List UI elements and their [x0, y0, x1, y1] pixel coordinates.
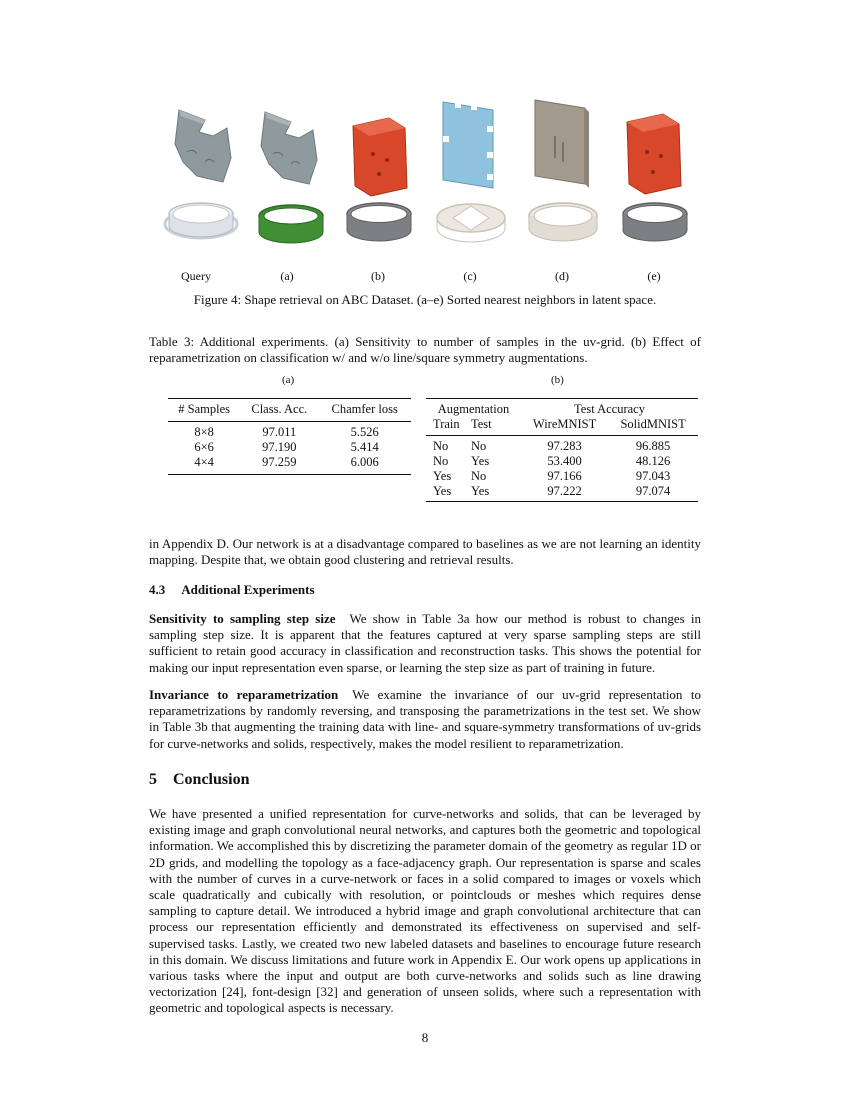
table-a-header: Chamfer loss	[318, 399, 411, 422]
figure-b-column	[343, 96, 433, 266]
table-b-header: Test	[471, 417, 521, 436]
table-a-header: Class. Acc.	[240, 399, 318, 422]
table-cell: 97.190	[262, 440, 297, 454]
table-cell: 53.400	[547, 454, 582, 468]
table-b-group-header: Augmentation	[437, 402, 510, 416]
table-b-header: WireMNIST	[521, 417, 608, 436]
table-cell: No	[433, 454, 449, 468]
figure-label-b: (b)	[371, 269, 385, 283]
figure-e-column	[619, 96, 709, 266]
table-cell: 48.126	[635, 454, 671, 468]
table-b-group-header: Test Accuracy	[574, 402, 645, 416]
sensitivity-paragraph	[149, 611, 701, 676]
figure-query-column	[157, 96, 247, 266]
table-cell: 5.526	[350, 425, 379, 439]
table-b-header: Train	[426, 417, 471, 436]
table-cell: Yes	[433, 469, 452, 483]
table-cell: 96.885	[635, 439, 671, 453]
figure-labels	[149, 269, 701, 285]
table-cell: Yes	[433, 484, 452, 498]
table-row	[426, 469, 698, 484]
query-part-image	[157, 96, 247, 266]
neighbor-c-image	[435, 96, 525, 266]
figure-label-d: (d)	[555, 269, 569, 283]
table-cell: 5.414	[350, 440, 379, 454]
table-cell: 4×4	[194, 455, 214, 469]
figure-d-column	[527, 96, 617, 266]
neighbor-d-image	[527, 96, 617, 266]
section-5-heading	[149, 771, 249, 789]
invariance-paragraph	[149, 687, 701, 752]
section-4-3-heading	[149, 582, 315, 598]
paragraph-body: We examine the invariance of our uv-grid representation to reparametrizations by randomly reversing, and transposing the parametrizations in the test set. We show in Table 3b that augmenting the training data with line- and square-symmetry transformations of uv-grids for curve-networks and solids, respectively, makes the model resilient to reparametrization.	[149, 687, 701, 751]
table-row	[426, 484, 698, 502]
table-row	[168, 440, 411, 455]
table-caption: Table 3: Additional experiments. (a) Sensitivity to number of samples in the uv-grid. (b) Effect of reparametrization on classification w/ and w/o line/square symmetry augmentations.	[149, 334, 701, 365]
figure-label-e: (e)	[647, 269, 661, 283]
figure-c-column	[435, 96, 525, 266]
section-number: 5	[149, 771, 157, 788]
page-number: 8	[421, 1030, 429, 1045]
table-cell: Yes	[471, 454, 490, 468]
table-cell: 97.011	[262, 425, 297, 439]
table-cell: 6×6	[194, 440, 214, 454]
paragraph-runin-heading: Sensitivity to sampling step size	[149, 611, 336, 626]
figure-caption: Figure 4: Shape retrieval on ABC Dataset. (a–e) Sorted nearest neighbors in latent space.	[193, 292, 657, 307]
table-a-label: (a)	[282, 374, 295, 386]
table-b	[426, 398, 698, 502]
figure-label-c: (c)	[463, 269, 477, 283]
figure-a-column	[251, 96, 341, 266]
table-row	[426, 436, 698, 455]
table-a	[168, 398, 411, 475]
intro-paragraph: in Appendix D. Our network is at a disadvantage compared to baselines as we are not learning an identity mapping. Despite that, we obtain good clustering and retrieval results.	[149, 536, 701, 568]
figure-label-query: Query	[181, 269, 211, 283]
table-cell: No	[471, 439, 487, 453]
neighbor-e-image	[619, 96, 709, 266]
table-cell: 97.259	[262, 455, 297, 469]
paragraph-runin-heading: Invariance to reparametrization	[149, 687, 339, 702]
paragraph-body: We show in Table 3a how our method is robust to changes in sampling step size. It is apparent that the features captured at very sparse sampling steps are still sufficient to retain good accuracy in classification and reconstruction tasks. This shows the potential for making our input representation even sparse, or learning the step size as part of training in future.	[149, 611, 701, 675]
table-row	[168, 455, 411, 475]
table-b-label: (b)	[551, 374, 564, 386]
figure-label-a: (a)	[280, 269, 294, 283]
table-cell: Yes	[471, 484, 490, 498]
section-number: 4.3	[149, 582, 166, 597]
section-title: Additional Experiments	[181, 582, 315, 597]
neighbor-b-image	[343, 96, 433, 266]
table-row	[168, 422, 411, 441]
figure-4	[149, 96, 701, 266]
section-title: Conclusion	[173, 771, 250, 788]
table-cell: No	[471, 469, 487, 483]
table-cell: 97.043	[635, 469, 671, 483]
table-cell: No	[433, 439, 449, 453]
conclusion-paragraph: We have presented a unified representation for curve-networks and solids, that can be leveraged by existing image and graph convolutional neural networks, and captures both the geometric and topological information. We accomplished this by discretizing the parameter domain of the geometry as regular 1D or 2D grids, and modelling the topology as a face-adjacency graph. Our representation is sparse and scales with the number of curves in a curve-network or faces in a solid compared to images or voxels which scale quadratically and cubically with resolution, or pointclouds or meshes which requires dense sampling to capture detail. We introduced a hybrid image and graph convolutional architecture that can process our representation efficiently and demonstrated its effectiveness on supervised and self-supervised tasks. Lastly, we created two new labeled datasets and baselines to encourage future research in this domain. We discuss limitations and future work in Appendix E. Our work opens up applications in various tasks where the input and output are both curve-networks and solids such as line drawing vectorization [24], font-design [32] and generation of unseen solids, where such a representation with geometric and topological aspects is necessary.	[149, 806, 701, 1016]
table-cell: 97.283	[547, 439, 582, 453]
table-cell: 8×8	[194, 425, 214, 439]
table-b-header: SolidMNIST	[608, 417, 698, 436]
table-row	[426, 454, 698, 469]
table-a-header: # Samples	[168, 399, 240, 422]
table-cell: 97.074	[635, 484, 671, 498]
neighbor-a-image	[251, 96, 341, 266]
table-cell: 6.006	[350, 455, 379, 469]
table-cell: 97.222	[547, 484, 582, 498]
table-cell: 97.166	[547, 469, 582, 483]
